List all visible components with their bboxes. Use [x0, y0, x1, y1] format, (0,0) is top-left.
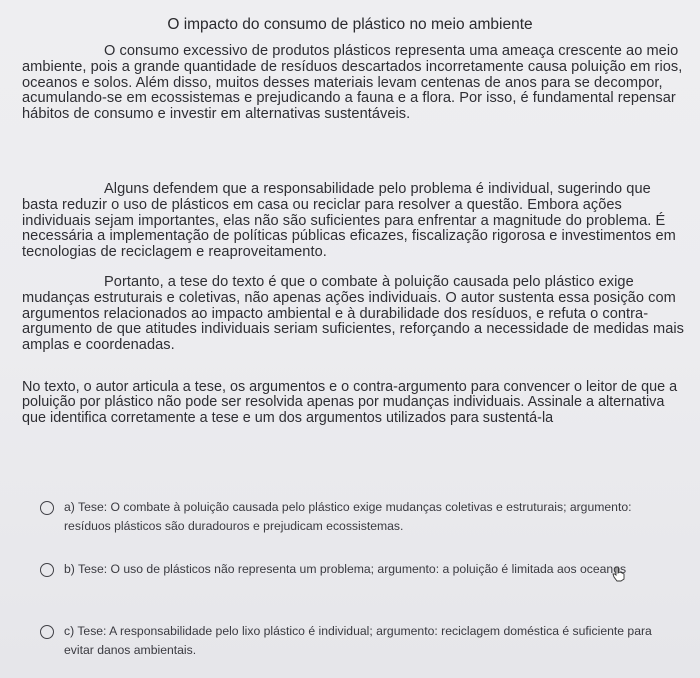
option-b[interactable]	[40, 560, 660, 579]
option-a[interactable]	[40, 498, 660, 536]
question-text: No texto, o autor articula a tese, os argumentos e o contra-argumento para convencer o leitor de que a poluição por plástico não pode ser resolvida apenas por mudanças individuais. Assinale a alternativa que identifica corretamente a tese e um dos argumentos utilizados para sustentá-la	[22, 379, 678, 426]
radio-b[interactable]	[40, 563, 54, 577]
page-title: O impacto do consumo de plástico no meio ambiente	[167, 16, 533, 33]
option-c-text: c) Tese: A responsabilidade pelo lixo plástico é individual; argumento: reciclagem doméstica é suficiente para evitar danos ambientais.	[64, 624, 652, 657]
option-a-text: a) Tese: O combate à poluição causada pelo plástico exige mudanças coletivas e estruturais; argumento: resíduos plásticos são duradouros e prejudicam ecossistemas.	[64, 500, 632, 533]
hand-cursor-icon	[612, 566, 626, 582]
paragraph-2: Alguns defendem que a responsabilidade pelo problema é individual, sugerindo que basta reduzir o uso de plásticos em casa ou reciclar para resolver a questão. Embora ações individuais sejam importantes, elas não são suficientes para enfrentar a magnitude do problema. É necessária a implementação de políticas públicas eficazes, fiscalização rigorosa e investimentos em tecnologias de reciclagem e reaproveitamento.	[22, 181, 676, 261]
option-c[interactable]	[40, 622, 660, 660]
paragraph-1: O consumo excessivo de produtos plásticos representa uma ameaça crescente ao meio ambiente, pois a grande quantidade de resíduos descartados incorretamente causa poluição em rios, oceanos e solos. Além disso, muitos desses materiais levam centenas de anos para se decompor, acumulando-se em ecossistemas e prejudicando a fauna e a flora. Por isso, é fundamental repensar hábitos de consumo e investir em alternativas sustentáveis.	[22, 43, 683, 123]
paragraph-3: Portanto, a tese do texto é que o combate à poluição causada pelo plástico exige mudanças estruturais e coletivas, não apenas ações individuais. O autor sustenta essa posição com argumentos relacionados ao impacto ambiental e à durabilidade dos resíduos, e refuta o contra-argumento de que atitudes individuais seriam suficientes, reforçando a necessidade de medidas mais amplas e coordenadas.	[22, 274, 684, 354]
option-b-text: b) Tese: O uso de plásticos não representa um problema; argumento: a poluição é limitada aos oceanos	[64, 562, 627, 576]
radio-a[interactable]	[40, 501, 54, 515]
radio-c[interactable]	[40, 625, 54, 639]
